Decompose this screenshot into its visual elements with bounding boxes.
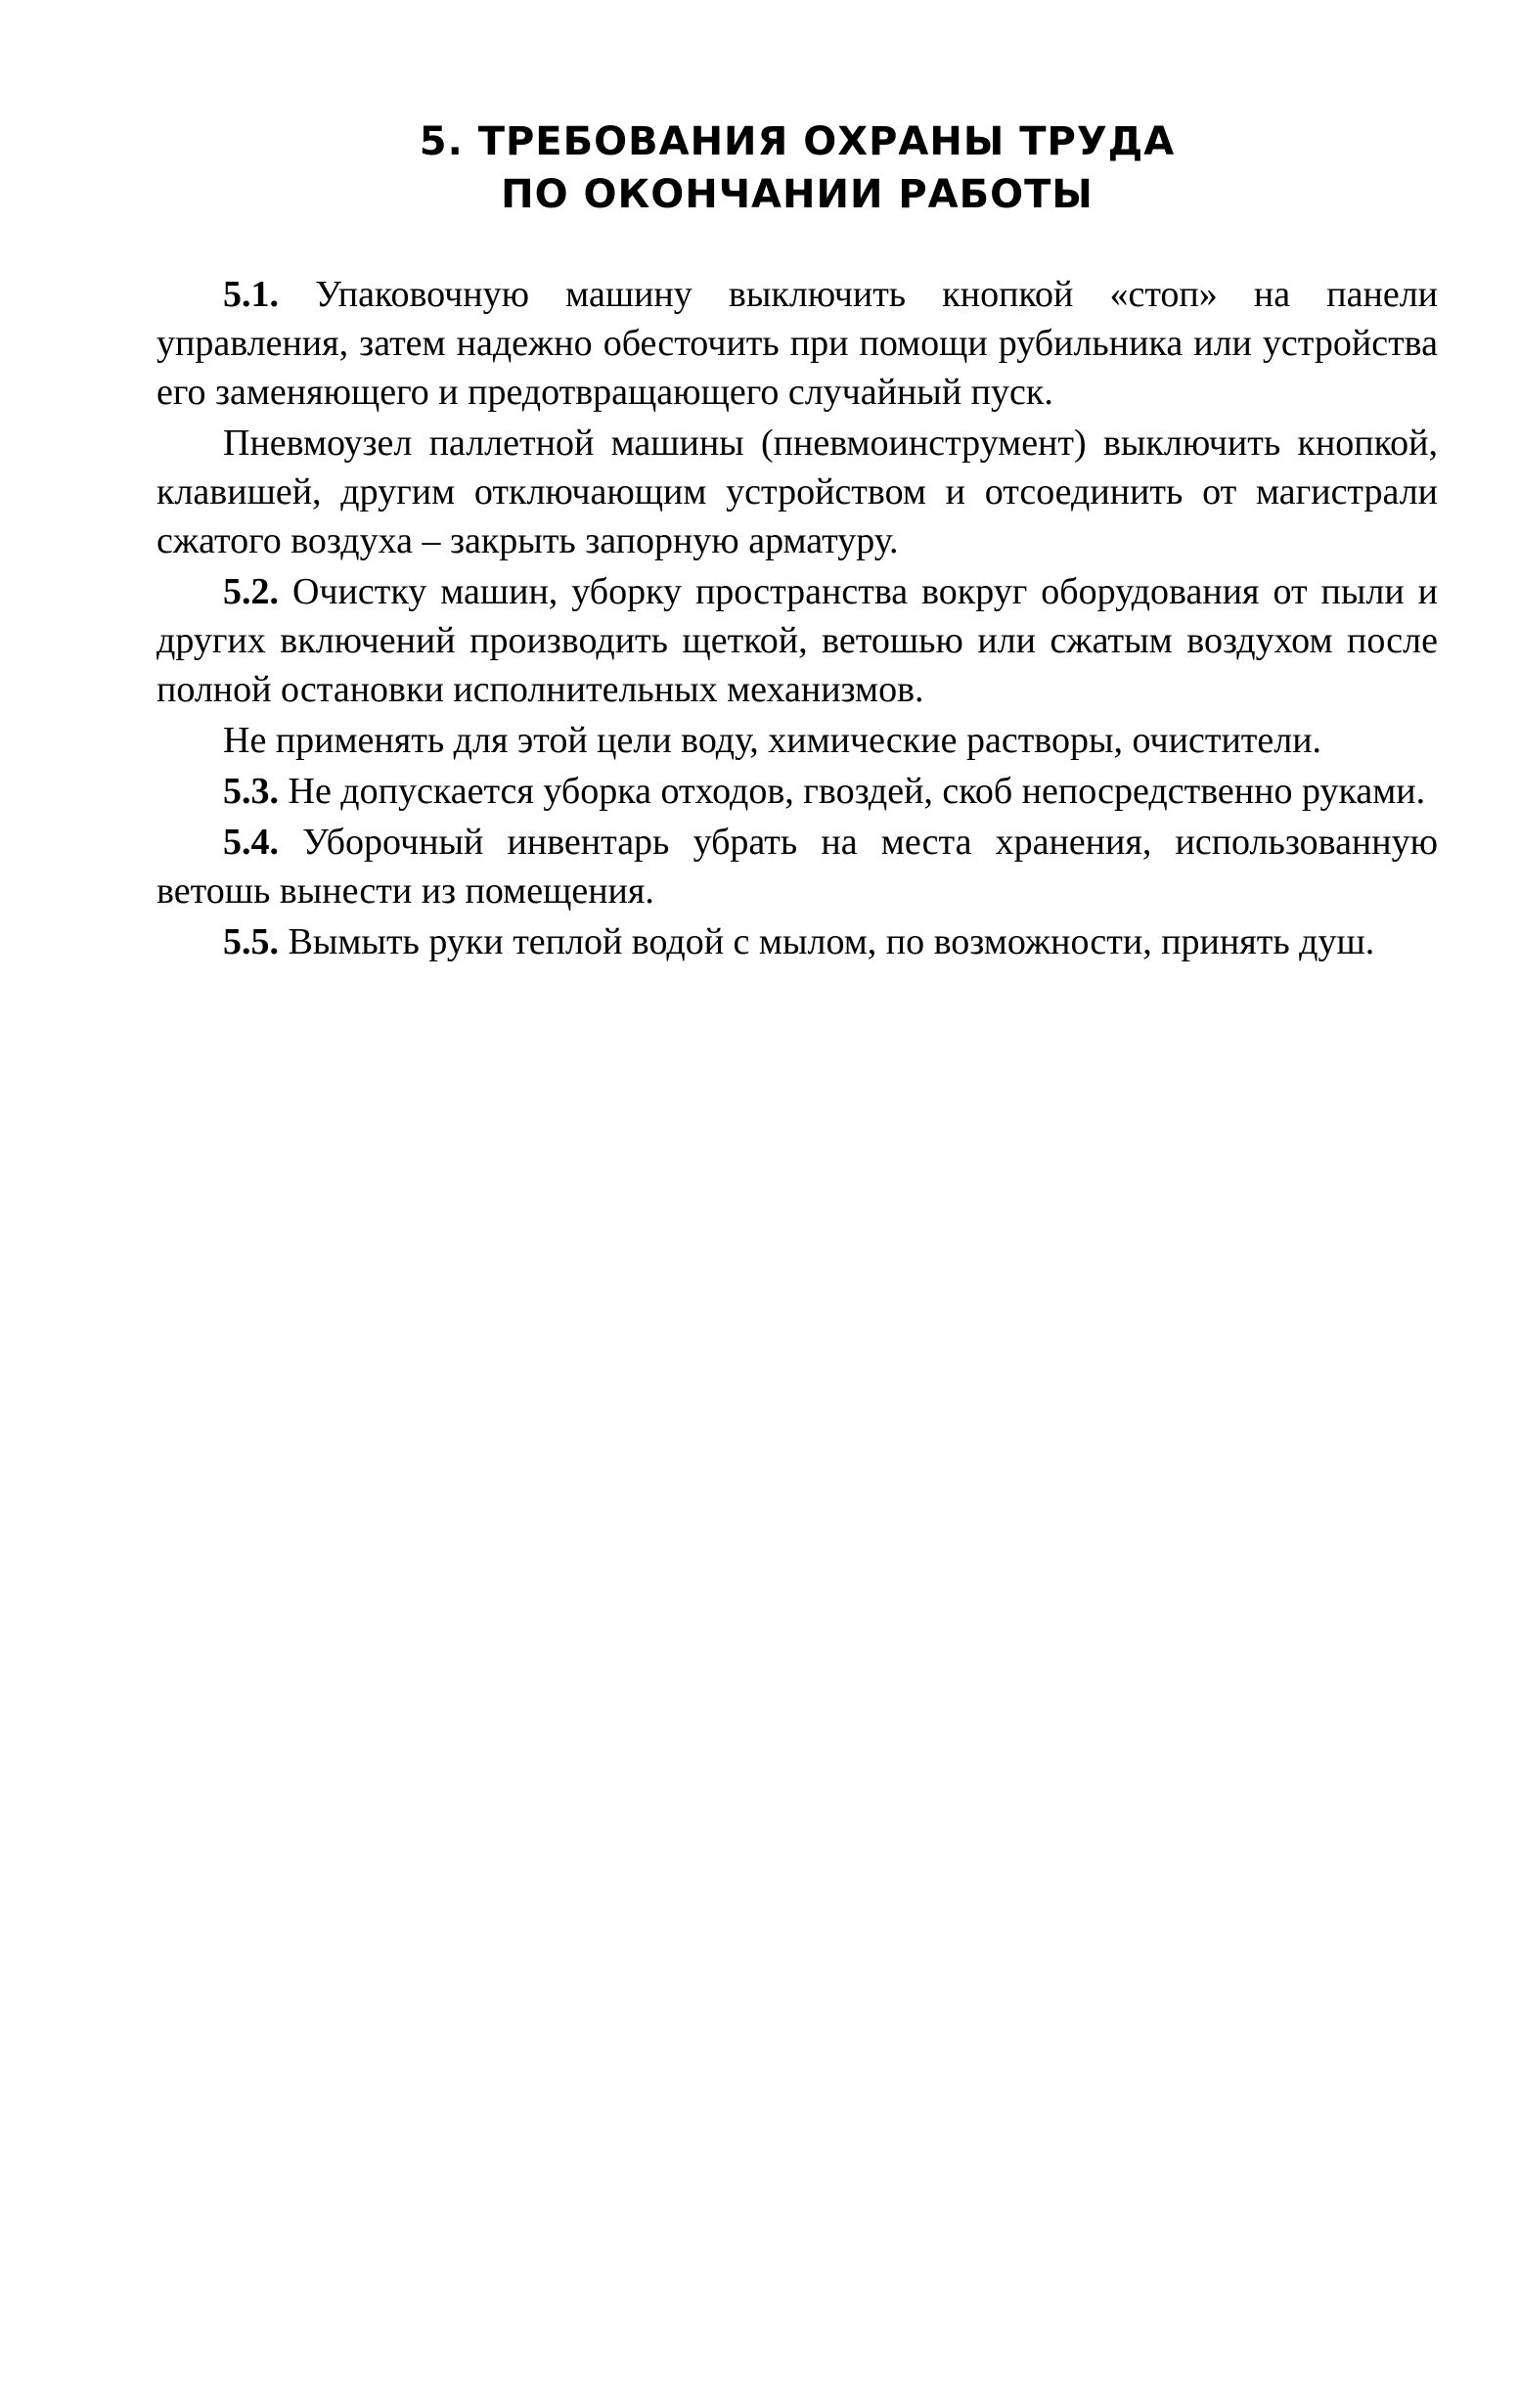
clause-number: 5.2. bbox=[223, 571, 279, 612]
paragraph-text: Уборочный инвентарь убрать на места хранения, использованную ветошь вынести из помещения. bbox=[156, 822, 1438, 912]
heading-line-1: 5. ТРЕБОВАНИЯ ОХРАНЫ ТРУДА bbox=[419, 119, 1176, 164]
paragraph-5-1-continued bbox=[156, 419, 1438, 565]
paragraph-text: Упаковочную машину выключить кнопкой «стоп» на панели управления, затем надежно обесточить при помощи рубильника или устройства его заменяющего и предотвращающего случайный пуск. bbox=[156, 274, 1438, 413]
clause-number: 5.5. bbox=[223, 921, 279, 962]
clause-number: 5.1. bbox=[223, 274, 279, 315]
paragraph-5-1 bbox=[156, 270, 1438, 417]
paragraph-5-3 bbox=[156, 767, 1438, 816]
clause-number: 5.3. bbox=[223, 771, 279, 812]
paragraph-text: Не применять для этой цели воду, химические растворы, очистители. bbox=[223, 720, 1322, 761]
section-heading bbox=[156, 115, 1438, 221]
paragraph-text: Очистку машин, уборку пространства вокруг оборудования от пыли и других включений производить щеткой, ветошью или сжатым воздухом после полной остановки исполнительных механизмов. bbox=[156, 571, 1438, 710]
paragraph-5-5 bbox=[156, 917, 1438, 966]
paragraph-5-2 bbox=[156, 567, 1438, 714]
paragraph-5-2-continued bbox=[156, 716, 1438, 765]
paragraph-text: Не допускается уборка отходов, гвоздей, скоб непосредственно руками. bbox=[279, 771, 1426, 812]
document-page bbox=[156, 115, 1438, 968]
paragraph-text: Вымыть руки теплой водой с мылом, по возможности, принять душ. bbox=[279, 921, 1375, 962]
clause-number: 5.4. bbox=[223, 822, 279, 863]
paragraph-text: Пневмоузел паллетной машины (пневмоинструмент) выключить кнопкой, клавишей, другим отключающим устройством и отсоединить от магистрали сжатого воздуха – закрыть запорную арматуру. bbox=[156, 423, 1438, 561]
paragraph-5-4 bbox=[156, 818, 1438, 915]
heading-line-2: ПО ОКОНЧАНИИ РАБОТЫ bbox=[501, 172, 1094, 217]
